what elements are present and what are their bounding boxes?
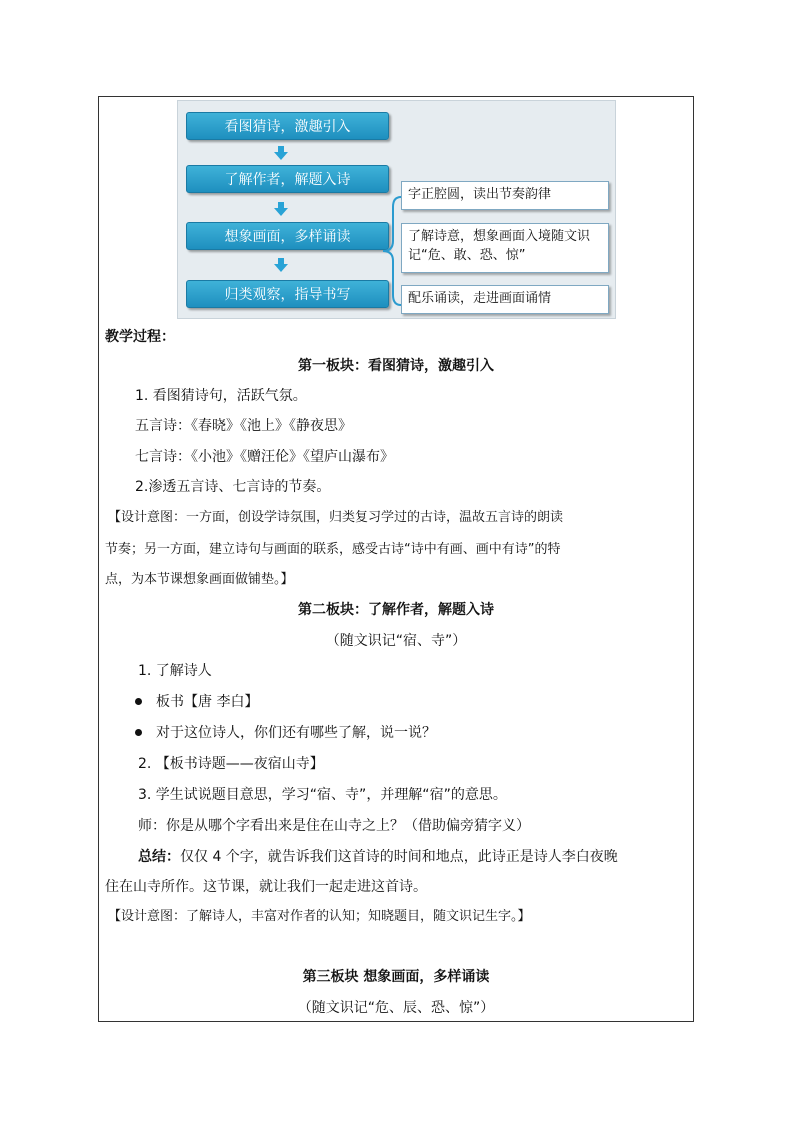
section3-title: 第三板块 想象画面，多样诵读 <box>302 969 490 985</box>
section2-bullet2 <box>135 723 436 743</box>
flow-step-1: 看图猜诗，激趣引入 <box>186 112 389 140</box>
brace-connector <box>381 191 403 311</box>
section2-summary-line1 <box>138 847 618 867</box>
flowchart <box>177 100 616 319</box>
bullet2-text: 对于这位诗人，你们还有哪些了解，说一说？ <box>156 725 436 741</box>
section1-design-line2: 节奏；另一方面，建立诗句与画面的联系，感受古诗“诗中有画、画中有诗”的特 <box>105 542 561 557</box>
section3-subtitle: （随文识记“危、辰、恐、惊”） <box>297 1000 495 1016</box>
process-label: 教学过程： <box>105 329 175 345</box>
arrow-down-icon <box>274 258 288 272</box>
section2-item2: 2. 【板书诗题——夜宿山寺】 <box>138 756 324 772</box>
summary-label: 总结： <box>138 849 180 865</box>
section2-teacher: 师：你是从哪个字看出来是住在山寺之上？（借助偏旁猜字义） <box>138 818 530 834</box>
section1-item2: 2.渗透五言诗、七言诗的节奏。 <box>135 479 331 495</box>
flow-step-2: 了解作者，解题入诗 <box>186 165 389 193</box>
section1-title: 第一板块：看图猜诗，激趣引入 <box>298 358 494 374</box>
section2-design: 【设计意图：了解诗人，丰富对作者的认知；知晓题目，随文识记生字。】 <box>108 909 531 924</box>
section2-subtitle: （随文识记“宿、寺”） <box>325 633 467 649</box>
flow-sub-2: 了解诗意，想象画面入境随文识记“危、敢、恐、惊” <box>401 223 609 273</box>
flow-step-4: 归类观察，指导书写 <box>186 280 389 308</box>
arrow-down-icon <box>274 202 288 216</box>
bullet-icon <box>135 698 142 705</box>
flow-sub-1: 字正腔圆，读出节奏韵律 <box>401 181 609 210</box>
section2-summary-line2: 住在山寺所作。这节课，就让我们一起走进这首诗。 <box>105 879 427 895</box>
section2-title: 第二板块：了解作者，解题入诗 <box>298 602 494 618</box>
section1-wuyan: 五言诗：《春晓》《池上》《静夜思》 <box>135 418 352 434</box>
section1-design-line1: 【设计意图：一方面，创设学诗氛围，归类复习学过的古诗，温故五言诗的朗读 <box>108 510 564 525</box>
section2-item1: 1. 了解诗人 <box>138 663 212 679</box>
section1-item1: 1. 看图猜诗句，活跃气氛。 <box>135 388 307 404</box>
section1-qiyan: 七言诗：《小池》《赠汪伦》《望庐山瀑布》 <box>135 449 394 465</box>
bullet1-text: 板书【唐 李白】 <box>156 694 259 710</box>
summary-text: 仅仅 4 个字，就告诉我们这首诗的时间和地点，此诗正是诗人李白夜晚 <box>180 849 618 865</box>
arrow-down-icon <box>274 146 288 160</box>
section2-bullet1 <box>135 692 258 712</box>
section1-design-line3: 点，为本节课想象画面做铺垫。】 <box>105 572 294 587</box>
section2-item3: 3. 学生试说题目意思，学习“宿、寺”，并理解“宿”的意思。 <box>138 787 507 803</box>
flow-sub-3: 配乐诵读，走进画面诵情 <box>401 285 609 314</box>
bullet-icon <box>135 729 142 736</box>
flow-step-3: 想象画面，多样诵读 <box>186 222 389 250</box>
